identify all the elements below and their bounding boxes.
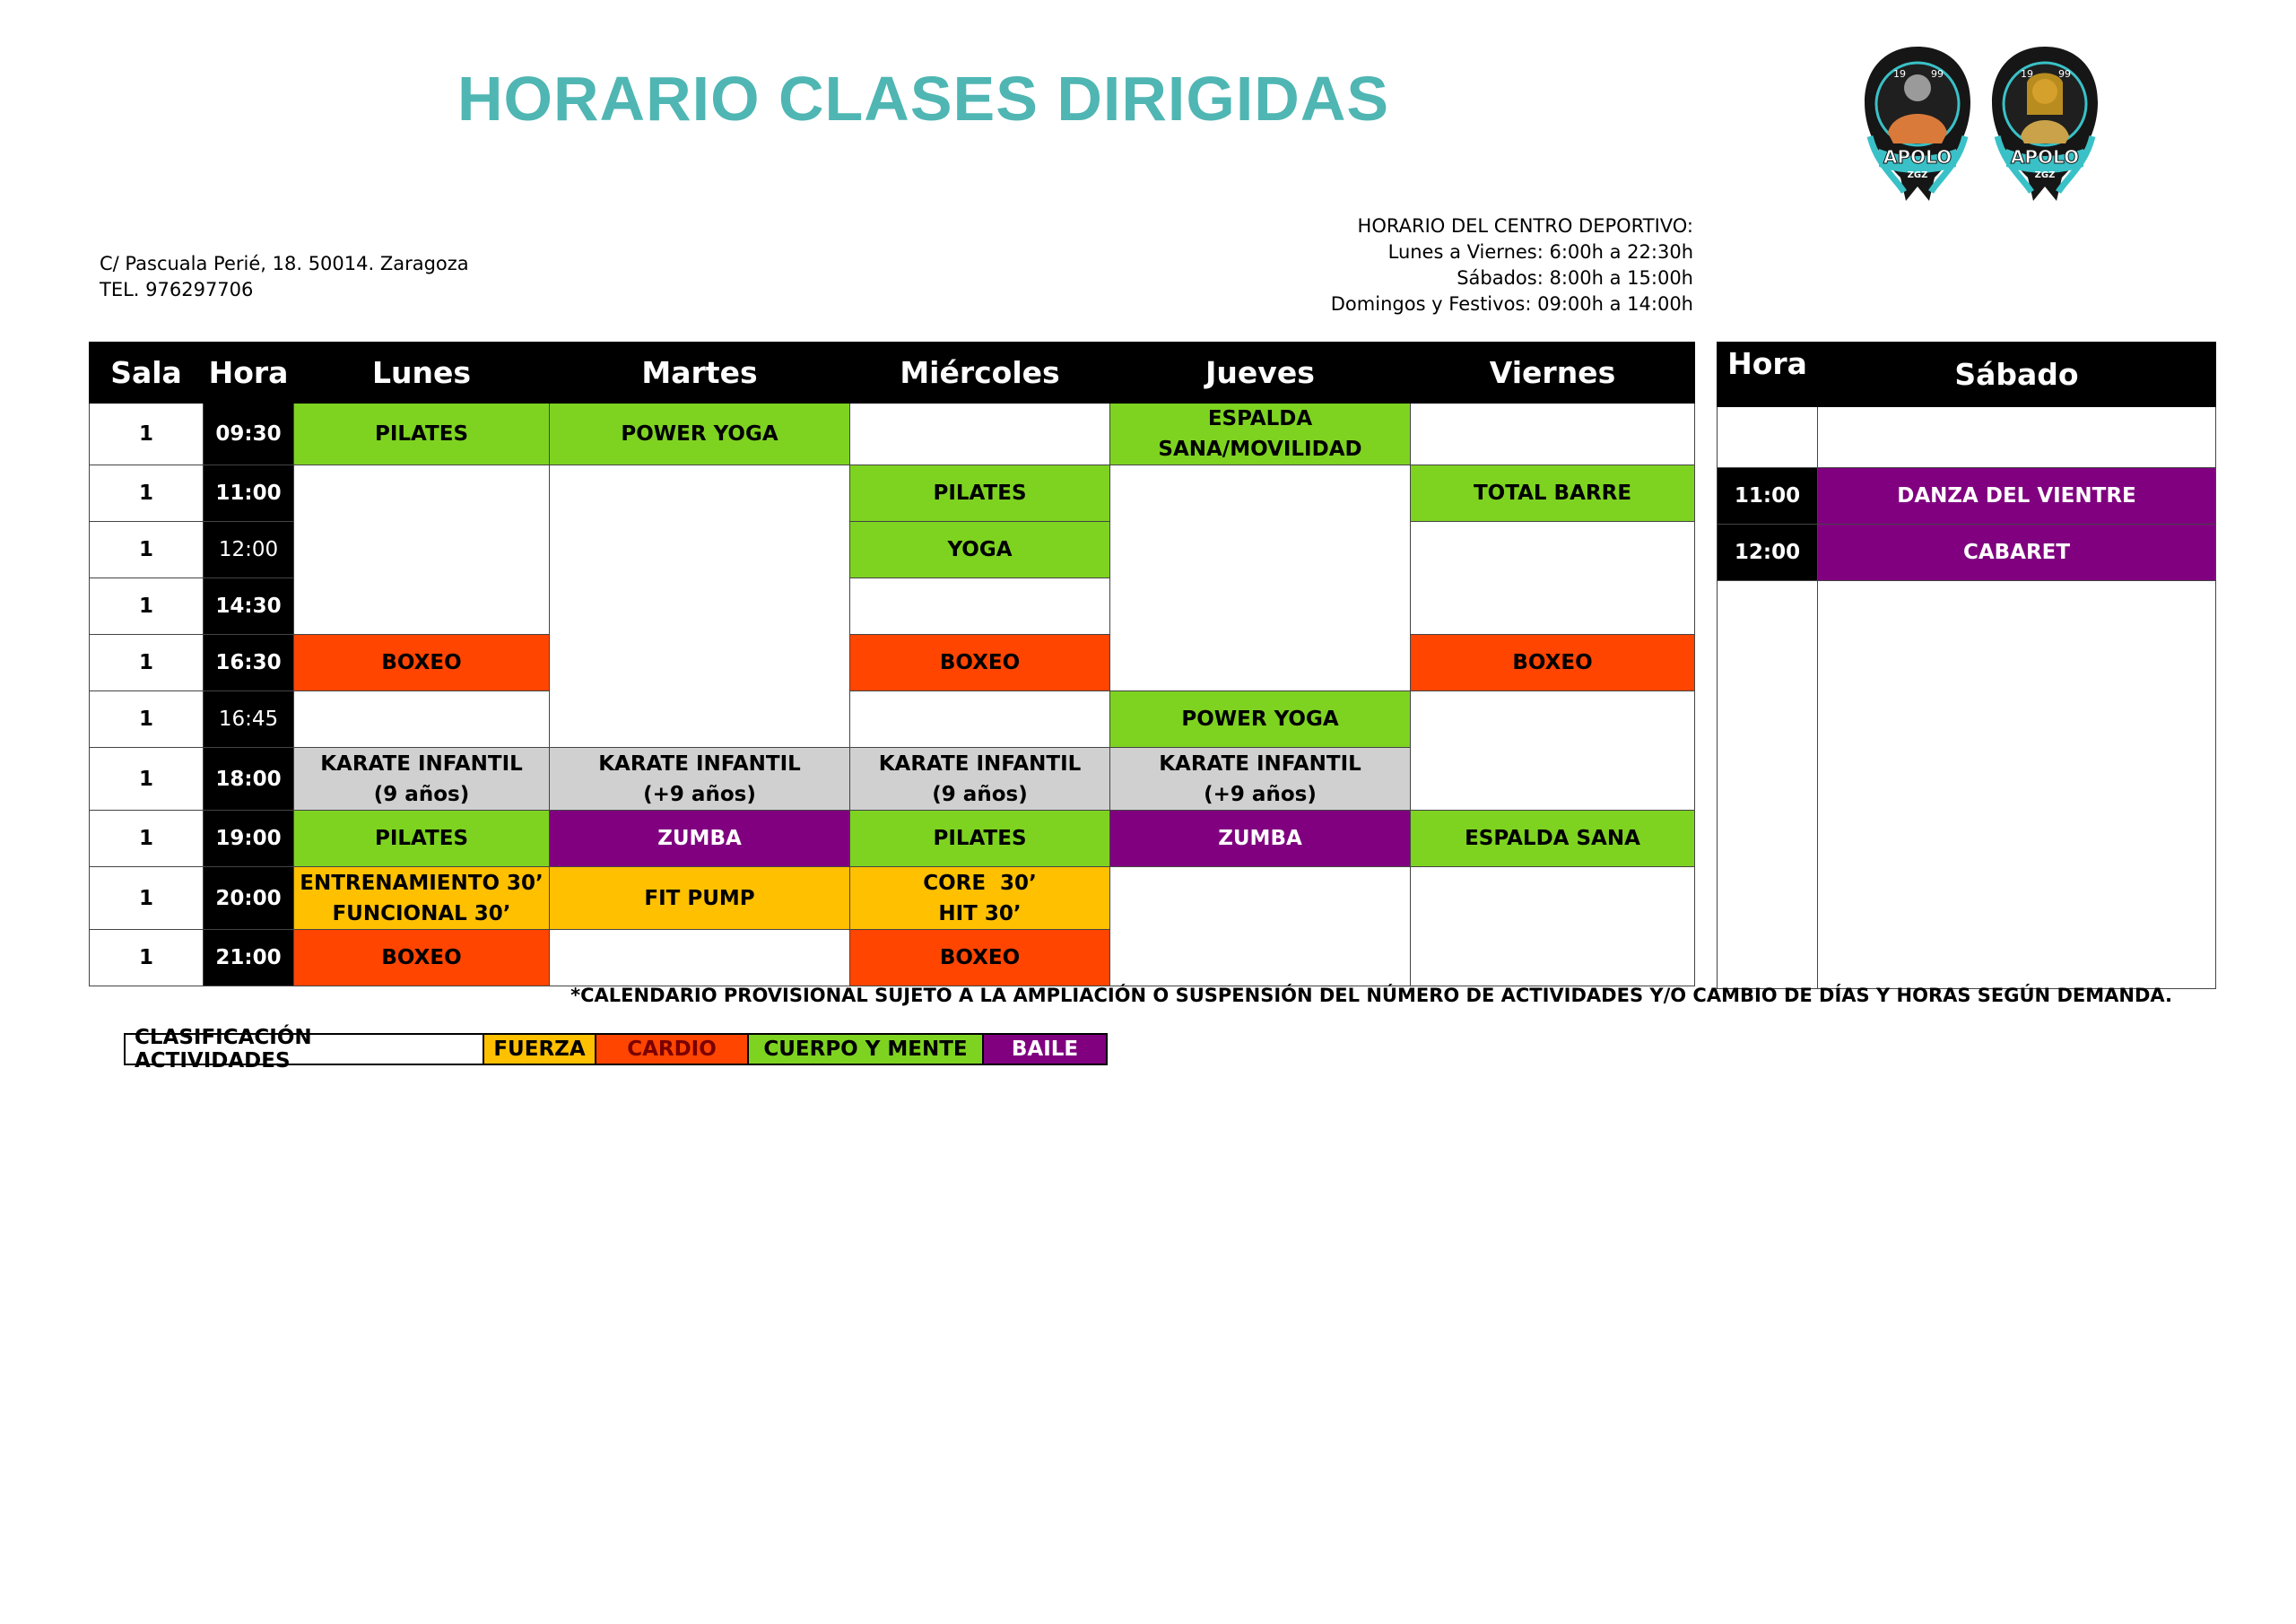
empty-cell [550, 465, 850, 748]
class-cell: TOTAL BARRE [1411, 465, 1695, 522]
center-hours-title: HORARIO DEL CENTRO DEPORTIVO: [1357, 215, 1693, 237]
legend-baile: BAILE [984, 1035, 1106, 1064]
address-line: C/ Pascuala Perié, 18. 50014. Zaragoza [100, 253, 469, 274]
hora-cell: 09:30 [204, 404, 294, 465]
svg-text:APOLO: APOLO [2010, 146, 2080, 168]
svg-text:ZGZ: ZGZ [1907, 170, 1928, 180]
apolo-female-logo [1987, 43, 2103, 204]
col-header-jueves: Jueves [1110, 343, 1411, 404]
hora-cell: 16:30 [204, 635, 294, 691]
class-cell: DANZA DEL VIENTRE [1818, 468, 2216, 525]
sala-cell: 1 [90, 465, 204, 522]
hora-cell: 18:00 [204, 748, 294, 811]
class-cell: POWER YOGA [1110, 691, 1411, 748]
col-header-sabado: Sábado [1818, 343, 2216, 407]
hora-cell: 12:00 [204, 522, 294, 578]
class-cell: POWER YOGA [550, 404, 850, 465]
svg-text:19: 19 [2021, 68, 2033, 80]
hora-cell: 11:00 [1718, 468, 1818, 525]
empty-cell [1818, 581, 2216, 989]
hora-cell: 19:00 [204, 811, 294, 867]
class-cell: PILATES [850, 811, 1110, 867]
class-cell: CORE 30’ HIT 30’ [850, 867, 1110, 930]
sala-cell: 1 [90, 635, 204, 691]
empty-cell [550, 930, 850, 986]
sala-cell: 1 [90, 691, 204, 748]
hora-cell: 16:45 [204, 691, 294, 748]
col-header-hora: Hora [1718, 343, 1818, 407]
svg-text:19: 19 [1893, 68, 1906, 80]
table-row [1718, 581, 2216, 989]
svg-text:ZGZ: ZGZ [2034, 170, 2056, 180]
sala-cell: 1 [90, 867, 204, 930]
class-cell: PILATES [850, 465, 1110, 522]
table-row [90, 404, 1695, 465]
phone-line: TEL. 976297706 [100, 279, 254, 300]
class-cell: BOXEO [294, 930, 550, 986]
table-row [90, 867, 1695, 930]
sala-cell: 1 [90, 930, 204, 986]
empty-cell [1411, 867, 1695, 986]
saturday-schedule-table [1717, 342, 2216, 989]
svg-text:99: 99 [2058, 68, 2071, 80]
class-cell: KARATE INFANTIL (+9 años) [1110, 748, 1411, 811]
empty-cell [1818, 407, 2216, 468]
class-cell: KARATE INFANTIL (9 años) [294, 748, 550, 811]
empty-cell [1411, 522, 1695, 635]
col-header-miercoles: Miércoles [850, 343, 1110, 404]
empty-cell [294, 465, 550, 635]
col-header-martes: Martes [550, 343, 850, 404]
class-cell: KARATE INFANTIL (9 años) [850, 748, 1110, 811]
table-row [90, 635, 1695, 691]
col-header-hora: Hora [204, 343, 294, 404]
legend-cuerpo-mente: CUERPO Y MENTE [749, 1035, 984, 1064]
gym-address [100, 251, 469, 303]
class-cell: BOXEO [1411, 635, 1695, 691]
table-row [90, 691, 1695, 748]
col-header-sala: Sala [90, 343, 204, 404]
apolo-male-logo [1859, 43, 1976, 204]
class-cell: ENTRENAMIENTO 30’ FUNCIONAL 30’ [294, 867, 550, 930]
class-cell: PILATES [294, 404, 550, 465]
empty-cell [1411, 691, 1695, 811]
empty-cell [850, 404, 1110, 465]
class-cell: ESPALDA SANA [1411, 811, 1695, 867]
hora-cell: 20:00 [204, 867, 294, 930]
sunday-hours: Domingos y Festivos: 09:00h a 14:00h [1330, 293, 1693, 315]
table-row [1718, 468, 2216, 525]
table-row [90, 811, 1695, 867]
class-cell: BOXEO [294, 635, 550, 691]
col-header-viernes: Viernes [1411, 343, 1695, 404]
empty-cell [1718, 581, 1818, 989]
class-cell: PILATES [294, 811, 550, 867]
hora-cell: 11:00 [204, 465, 294, 522]
table-row [1718, 407, 2216, 468]
empty-cell [1718, 407, 1818, 468]
sala-cell: 1 [90, 748, 204, 811]
class-cell: YOGA [850, 522, 1110, 578]
sala-cell: 1 [90, 811, 204, 867]
table-row [90, 465, 1695, 522]
weekday-schedule-table [89, 342, 1695, 986]
sala-cell: 1 [90, 522, 204, 578]
empty-cell [1110, 465, 1411, 691]
weekday-hours: Lunes a Viernes: 6:00h a 22:30h [1387, 241, 1693, 263]
sala-cell: 1 [90, 404, 204, 465]
empty-cell [850, 578, 1110, 635]
hora-cell: 21:00 [204, 930, 294, 986]
col-header-lunes: Lunes [294, 343, 550, 404]
page-title: HORARIO CLASES DIRIGIDAS [457, 64, 1390, 134]
class-cell: BOXEO [850, 635, 1110, 691]
class-cell: ESPALDA SANA/MOVILIDAD [1110, 404, 1411, 465]
provisional-calendar-note: *CALENDARIO PROVISIONAL SUJETO A LA AMPLIACIÓN O SUSPENSIÓN DEL NÚMERO DE ACTIVIDADES Y/O CAMBIO DE DÍAS Y HORAS SEGÚN DEMANDA. [570, 985, 2172, 1006]
class-cell: CABARET [1818, 525, 2216, 581]
table-header-row [90, 343, 1695, 404]
saturday-hours: Sábados: 8:00h a 15:00h [1457, 267, 1693, 289]
class-cell: BOXEO [850, 930, 1110, 986]
empty-cell [294, 691, 550, 748]
helmet-icon [1904, 74, 1931, 101]
class-cell: KARATE INFANTIL (+9 años) [550, 748, 850, 811]
legend-cardio: CARDIO [596, 1035, 749, 1064]
class-cell: ZUMBA [1110, 811, 1411, 867]
svg-text:99: 99 [1931, 68, 1944, 80]
class-cell: ZUMBA [550, 811, 850, 867]
class-cell: FIT PUMP [550, 867, 850, 930]
legend-fuerza: FUERZA [484, 1035, 596, 1064]
hora-cell: 12:00 [1718, 525, 1818, 581]
table-header-row [1718, 343, 2216, 407]
sala-cell: 1 [90, 578, 204, 635]
empty-cell [1411, 404, 1695, 465]
table-row [1718, 525, 2216, 581]
svg-text:APOLO: APOLO [1883, 146, 1952, 168]
empty-cell [1110, 867, 1411, 986]
activity-legend [124, 1026, 1108, 1073]
empty-cell [850, 691, 1110, 748]
center-opening-hours [1166, 213, 1693, 317]
legend-label: CLASIFICACIÓN ACTIVIDADES [126, 1035, 484, 1064]
hora-cell: 14:30 [204, 578, 294, 635]
